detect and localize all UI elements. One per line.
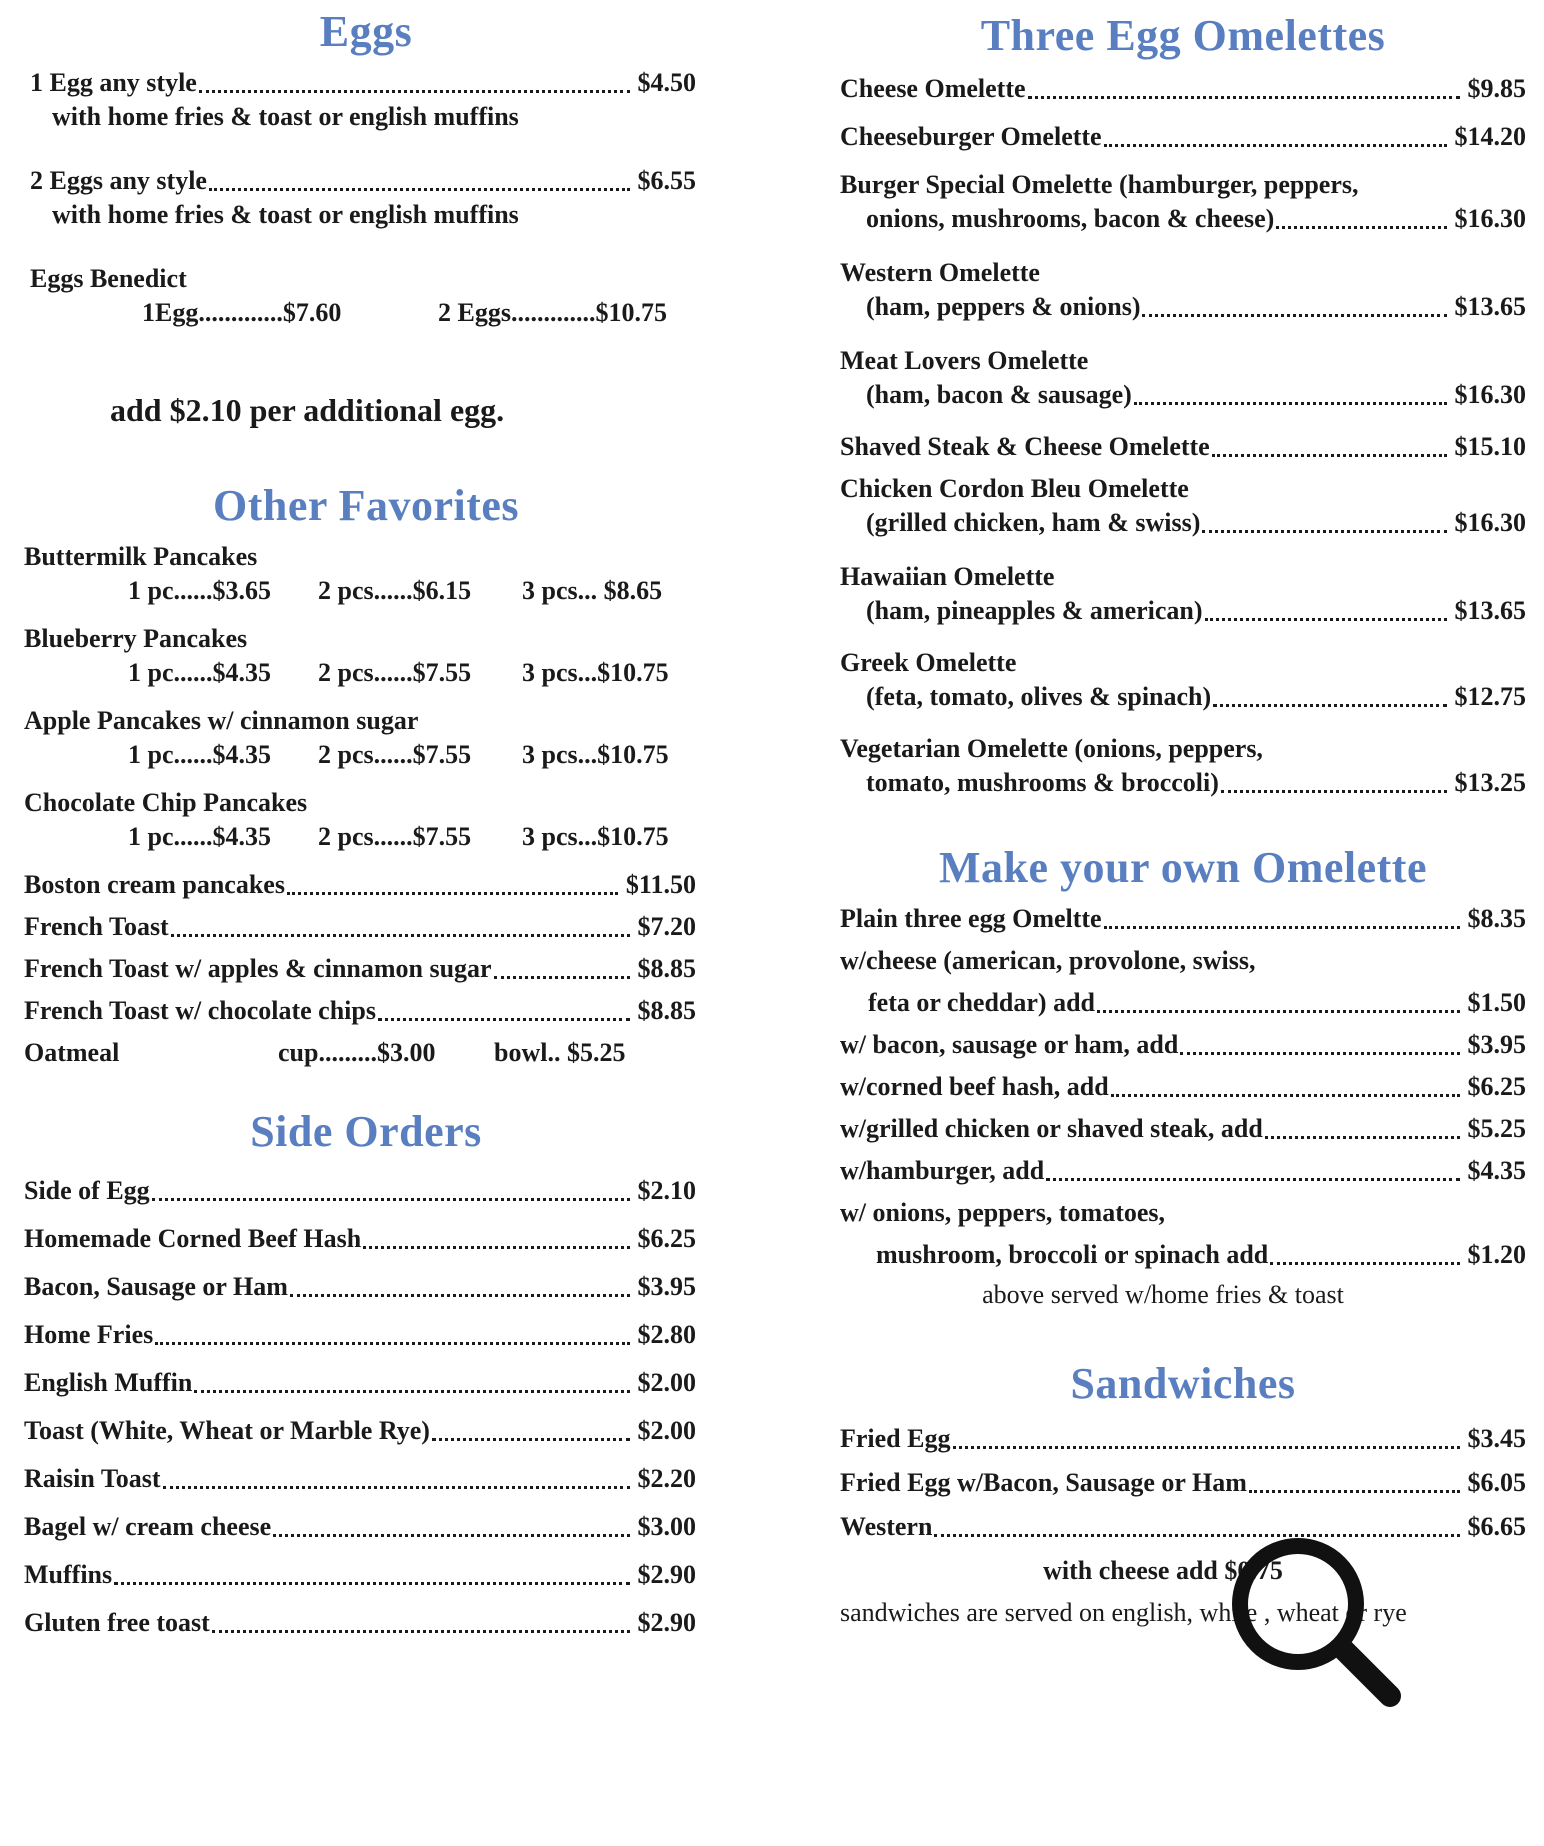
item-name: 2 Eggs any style [30,166,207,195]
price-3pcs: 3 pcs...$10.75 [522,740,669,769]
price-2pcs: 2 pcs......$7.55 [318,822,472,851]
leader-dots [1028,96,1460,99]
list-item [840,1510,1526,1544]
list-item [840,1196,1526,1272]
list-item [24,910,696,944]
item-name: Buttermilk Pancakes [24,542,258,571]
item-price: $2.20 [637,1464,696,1493]
pancake-item [24,540,708,608]
item-price: $3.95 [1467,1030,1526,1059]
side-orders-list [24,1174,708,1640]
item-name: 1 Egg any style [30,68,197,97]
item-name: Boston cream pancakes [24,870,285,899]
pancake-item [24,704,708,772]
list-item [24,1558,696,1592]
item-name: w/ bacon, sausage or ham, add [840,1030,1179,1059]
list-item [840,646,1526,714]
list-item [840,1154,1526,1188]
item-name: Western Omelette [840,258,1040,287]
list-item [840,120,1526,154]
leader-dots [953,1446,1460,1449]
item-name: w/cheese (american, provolone, swiss, [840,946,1256,975]
item-name: Western [840,1512,933,1541]
make-your-own-omelette-title: Make your own Omelette [939,843,1427,892]
leader-dots [155,1342,629,1345]
price-2pcs: 2 pcs......$7.55 [318,740,472,769]
menu-item-one-egg [24,66,708,134]
item-price: $2.90 [637,1608,696,1637]
leader-dots [114,1582,629,1585]
search-icon[interactable] [1220,1526,1410,1716]
list-item [840,430,1526,464]
list-item [24,952,696,986]
item-name: w/hamburger, add [840,1156,1045,1185]
list-item [24,1270,696,1304]
leader-dots [273,1534,629,1537]
cheese-note: with cheese add $0.75 [1043,1556,1283,1585]
other-favorites-title: Other Favorites [212,481,520,530]
benedict-one-egg-price: 1Egg.............$7.60 [142,298,342,327]
additional-egg-note: add $2.10 per additional egg. [110,392,505,428]
leader-dots [1104,926,1460,929]
item-name: Plain three egg Omeltte [840,904,1102,933]
item-description: (ham, bacon & sausage) [866,380,1132,409]
side-orders-title: Side Orders [250,1107,482,1156]
item-name: Cheeseburger Omelette [840,122,1102,151]
item-name: Raisin Toast [24,1464,161,1493]
item-price: $4.50 [637,68,696,97]
item-description: onions, mushrooms, bacon & cheese) [866,204,1275,233]
list-item [24,1462,696,1496]
leader-dots [1097,1010,1459,1013]
list-item [840,560,1526,628]
list-item [840,1466,1526,1500]
leader-dots [1202,530,1446,533]
item-name: French Toast w/ chocolate chips [24,996,376,1025]
leader-dots [1142,314,1446,317]
three-egg-omelettes-title: Three Egg Omelettes [980,11,1386,60]
item-price: $8.35 [1467,904,1526,933]
leader-dots [1104,144,1447,147]
leader-dots [1276,226,1446,229]
leader-dots [287,892,618,895]
leader-dots [378,1018,630,1021]
make-your-own-list [840,902,1526,1312]
item-name: Chicken Cordon Bleu Omelette [840,474,1189,503]
list-item [840,1112,1526,1146]
item-price: $11.50 [625,870,696,899]
leader-dots [1212,454,1447,457]
item-name: Oatmeal [24,1038,120,1067]
item-name: Toast (White, Wheat or Marble Rye) [24,1416,430,1445]
item-price: $2.00 [637,1368,696,1397]
leader-dots [209,188,630,191]
item-name: Meat Lovers Omelette [840,346,1089,375]
benedict-two-eggs-price: 2 Eggs.............$10.75 [438,298,667,327]
item-price: $5.25 [1467,1114,1526,1143]
price-2pcs: 2 pcs......$7.55 [318,658,472,687]
list-item [840,256,1526,324]
leader-dots [1205,618,1447,621]
item-price: $3.00 [637,1512,696,1541]
list-item [840,1028,1526,1062]
price-2pcs: 2 pcs......$6.15 [318,576,472,605]
oatmeal-row [24,1036,696,1070]
item-price: $2.80 [637,1320,696,1349]
item-price: $1.20 [1467,1240,1526,1269]
oatmeal-bowl-price: bowl.. $5.25 [494,1038,626,1067]
list-item [24,1366,696,1400]
price-3pcs: 3 pcs...$10.75 [522,658,669,687]
item-description: (ham, pineapples & american) [866,596,1203,625]
item-name: Blueberry Pancakes [24,624,248,653]
item-description: (ham, peppers & onions) [866,292,1141,321]
price-1pc: 1 pc......$4.35 [128,740,271,769]
price-3pcs: 3 pcs... $8.65 [522,576,663,605]
item-price: $13.25 [1454,768,1526,797]
item-price: $15.10 [1454,432,1526,461]
list-item [840,944,1526,1020]
leader-dots [1265,1136,1460,1139]
list-item [840,902,1526,936]
leader-dots [432,1438,630,1441]
item-price: $7.20 [637,912,696,941]
sandwiches-list [840,1422,1526,1630]
item-name: Eggs Benedict [30,264,187,293]
leader-dots [1046,1178,1459,1181]
leader-dots [363,1246,629,1249]
item-description: mushroom, broccoli or spinach add [876,1240,1269,1269]
item-name: w/corned beef hash, add [840,1072,1109,1101]
pancake-item [24,622,708,690]
list-item [840,472,1526,540]
item-name: Apple Pancakes w/ cinnamon sugar [24,706,419,735]
list-item [840,732,1526,800]
item-name: Side of Egg [24,1176,150,1205]
item-name: Cheese Omelette [840,74,1026,103]
list-item [24,1222,696,1256]
list-item [24,1606,696,1640]
pancake-list [24,540,708,854]
item-price: $6.55 [637,166,696,195]
item-description: tomato, mushrooms & broccoli) [866,768,1219,797]
price-1pc: 1 pc......$4.35 [128,658,271,687]
item-name: Greek Omelette [840,648,1017,677]
item-name: Home Fries [24,1320,154,1349]
leader-dots [1249,1490,1460,1493]
price-3pcs: 3 pcs...$10.75 [522,822,669,851]
item-price: $14.20 [1454,122,1526,151]
item-name: Hawaiian Omelette [840,562,1055,591]
item-price: $8.85 [637,996,696,1025]
item-name: w/grilled chicken or shaved steak, add [840,1114,1263,1143]
leader-dots [1221,790,1447,793]
leader-dots [163,1486,630,1489]
item-price: $1.50 [1467,988,1526,1017]
item-name: French Toast [24,912,169,941]
item-name: w/ onions, peppers, tomatoes, [840,1198,1166,1227]
list-item [24,1174,696,1208]
item-name: Shaved Steak & Cheese Omelette [840,432,1210,461]
served-with-note: above served w/home fries & toast [982,1280,1344,1309]
item-name: Fried Egg [840,1424,951,1453]
item-name: Bagel w/ cream cheese [24,1512,272,1541]
leader-dots [212,1630,630,1633]
price-1pc: 1 pc......$3.65 [128,576,271,605]
item-price: $8.85 [637,954,696,983]
list-item [840,72,1526,106]
item-description: (grilled chicken, ham & swiss) [866,508,1201,537]
item-name: Muffins [24,1560,113,1589]
item-name: Burger Special Omelette (hamburger, peppers, [840,170,1359,199]
leader-dots [194,1390,629,1393]
item-price: $6.25 [637,1224,696,1253]
leader-dots [171,934,630,937]
right-column [840,0,1526,1630]
item-name: Fried Egg w/Bacon, Sausage or Ham [840,1468,1247,1497]
item-description: feta or cheddar) add [868,988,1096,1017]
list-item [840,344,1526,412]
list-item [24,1414,696,1448]
leader-dots [290,1294,630,1297]
leader-dots [199,90,630,93]
item-price: $13.65 [1454,596,1526,625]
magnifier-glyph [1220,1526,1410,1716]
item-price: $16.30 [1454,508,1526,537]
item-price: $6.05 [1467,1468,1526,1497]
item-name: Chocolate Chip Pancakes [24,788,308,817]
leader-dots [152,1198,630,1201]
list-item [840,1070,1526,1104]
leader-dots [1213,704,1446,707]
omelette-list [840,72,1526,800]
item-name: Homemade Corned Beef Hash [24,1224,362,1253]
item-price: $6.65 [1467,1512,1526,1541]
item-name: English Muffin [24,1368,193,1397]
item-price: $2.00 [637,1416,696,1445]
item-price: $13.65 [1454,292,1526,321]
list-item [24,868,696,902]
item-price: $12.75 [1454,682,1526,711]
item-price: $6.25 [1467,1072,1526,1101]
item-price: $16.30 [1454,204,1526,233]
bread-note: sandwiches are served on english, white , wheat or rye [840,1598,1407,1627]
item-name: Gluten free toast [24,1608,210,1637]
price-1pc: 1 pc......$4.35 [128,822,271,851]
item-name: Vegetarian Omelette (onions, peppers, [840,734,1263,763]
left-column [24,0,708,1654]
leader-dots [1270,1262,1459,1265]
item-description: with home fries & toast or english muffins [52,200,519,229]
list-item [24,994,696,1028]
list-item [24,1318,696,1352]
leader-dots [494,976,630,979]
item-price: $2.10 [637,1176,696,1205]
item-name: Bacon, Sausage or Ham [24,1272,288,1301]
item-description: with home fries & toast or english muffins [52,102,519,131]
item-price: $2.90 [637,1560,696,1589]
leader-dots [1134,402,1447,405]
item-price: $4.35 [1467,1156,1526,1185]
sandwiches-title: Sandwiches [1070,1359,1296,1408]
item-price: $3.95 [637,1272,696,1301]
menu-item-two-eggs [24,164,708,232]
item-description: (feta, tomato, olives & spinach) [866,682,1212,711]
item-name: French Toast w/ apples & cinnamon sugar [24,954,492,983]
item-price: $9.85 [1467,74,1526,103]
list-item [840,168,1526,236]
leader-dots [1111,1094,1460,1097]
item-price: $16.30 [1454,380,1526,409]
item-price: $3.45 [1467,1424,1526,1453]
oatmeal-cup-price: cup.........$3.00 [278,1038,436,1067]
leader-dots [1180,1052,1459,1055]
pancake-item [24,786,708,854]
favorites-list [24,868,708,1070]
list-item [840,1422,1526,1456]
eggs-title: Eggs [319,7,413,56]
menu-item-benedict [24,262,708,330]
list-item [24,1510,696,1544]
